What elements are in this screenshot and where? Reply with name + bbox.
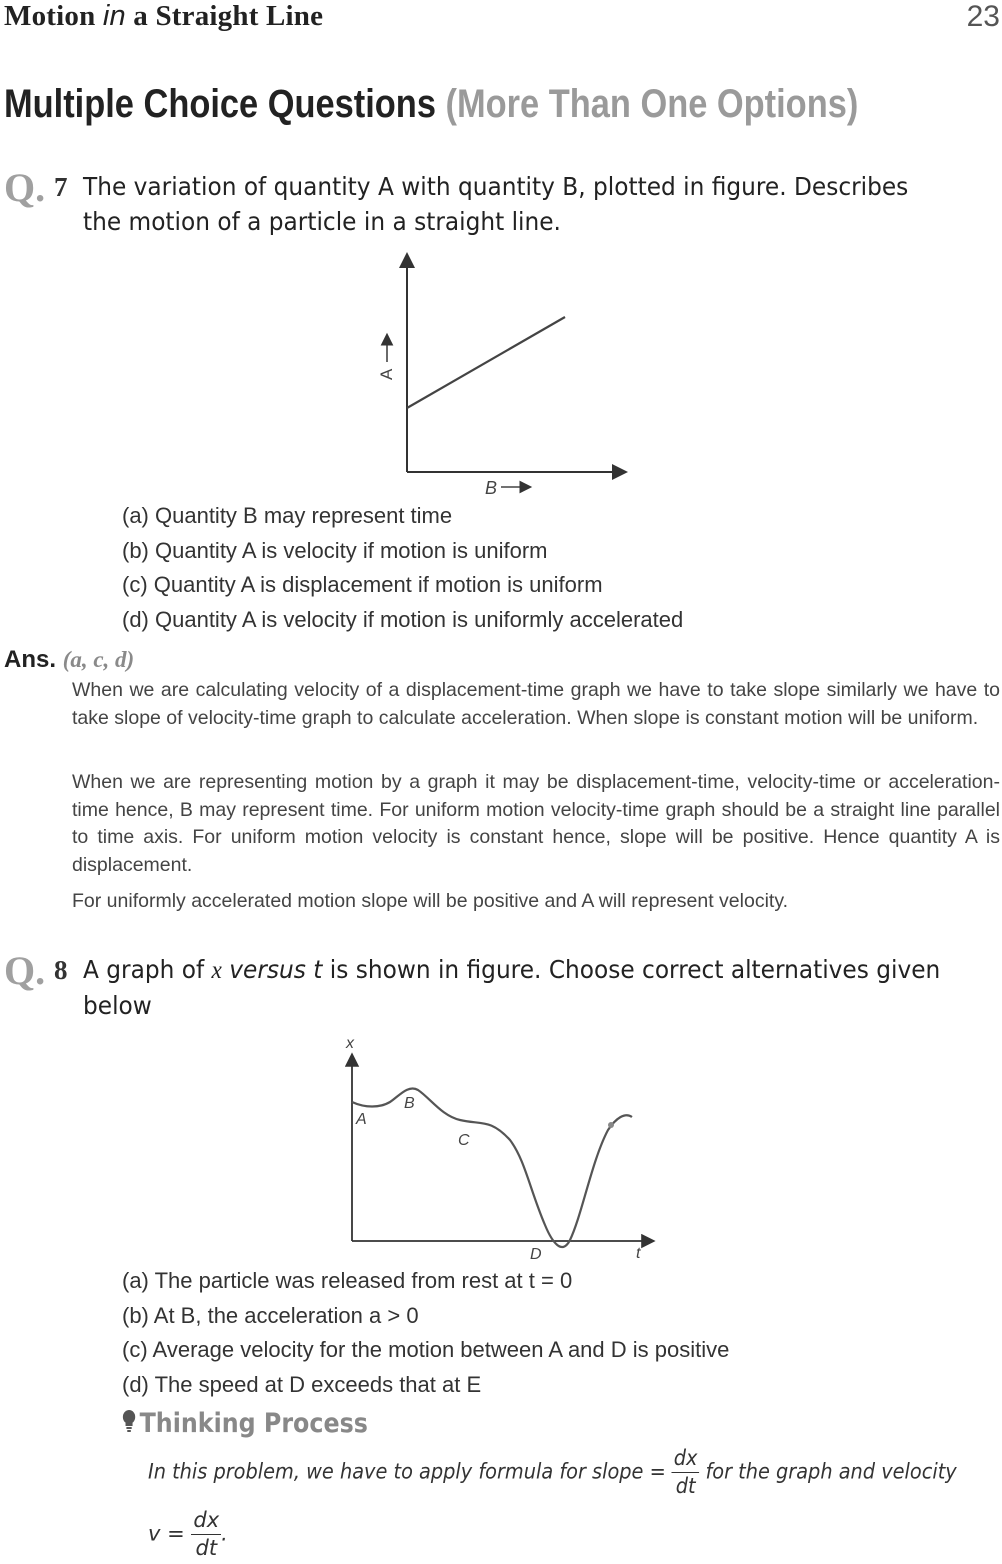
q7-option-c: (c) Quantity A is displacement if motion is uniform <box>122 572 603 597</box>
q7-mark: Q. <box>4 165 46 210</box>
q8-text-line2: below <box>83 991 152 1020</box>
answer-value: (a, c, d) <box>62 647 135 672</box>
q8-curve <box>352 1088 632 1247</box>
thinking-process-text-line1 <box>148 1448 957 1497</box>
section-title-sub: (More Than One Options) <box>445 82 859 126</box>
chapter-title-part2: a Straight Line <box>125 0 324 32</box>
q8-label-a: A <box>356 1111 367 1128</box>
thinking-process-heading <box>122 1408 368 1440</box>
q7-option-b: (b) Quantity A is velocity if motion is uniform <box>122 538 548 563</box>
q8-option-b: (b) At B, the acceleration a > 0 <box>122 1303 419 1328</box>
q8-number: 8 <box>54 955 68 985</box>
q7-option-d: (d) Quantity A is velocity if motion is uniformly accelerated <box>122 607 684 632</box>
q8-label-c: C <box>458 1132 470 1149</box>
page-number: 23 <box>966 0 1000 33</box>
q8-option-c: (c) Average velocity for the motion between A and D is positive <box>122 1337 730 1362</box>
q7-explanation-1: When we are calculating velocity of a displacement-time graph we have to take slope similarly we have to take slope of velocity-time graph to calculate acceleration. When slope is constant motion will be uniform. <box>72 679 1000 729</box>
q7-text-line1: The variation of quantity A with quantity B, plotted in figure. Describes <box>83 172 909 201</box>
q7-y-label: A <box>377 368 396 380</box>
velocity-symbol: v = <box>148 1521 185 1546</box>
q7-number: 7 <box>54 172 68 202</box>
q7-option-a: (a) Quantity B may represent time <box>122 503 453 528</box>
q8-y-axis-label: x <box>346 1035 354 1052</box>
chapter-title-italic: in <box>102 0 126 32</box>
q8-text-line1: A graph of x versus t is shown in figure. Choose correct alternatives given <box>83 955 941 984</box>
q7-graph <box>360 250 640 500</box>
q8-option-d: (d) The speed at D exceeds that at E <box>122 1372 482 1397</box>
q8-option-a: (a) The particle was released from rest at t = 0 <box>122 1268 573 1293</box>
thinking-process-title: Thinking Process <box>139 1408 368 1439</box>
q7-explanation-3: For uniformly accelerated motion slope will be positive and A will represent velocity. <box>72 890 789 912</box>
running-head <box>4 0 323 33</box>
section-title-main: Multiple Choice Questions <box>4 82 446 126</box>
q8-marker <box>4 947 45 994</box>
q8-point-e <box>608 1122 614 1128</box>
chapter-title-part1: Motion <box>4 0 103 32</box>
q8-mark: Q. <box>4 948 46 993</box>
q7-text <box>83 169 936 239</box>
q8-text <box>83 952 941 1023</box>
section-title <box>4 82 858 127</box>
q7-marker <box>4 164 45 211</box>
q8-label-d: D <box>530 1246 542 1263</box>
thinking-text-1: In this problem, we have to apply formula for slope = <box>148 1459 666 1484</box>
answer-label: Ans. <box>4 646 57 673</box>
thinking-text-2: for the graph and velocity <box>705 1459 957 1484</box>
q8-x-axis-label: t <box>636 1245 641 1262</box>
lightbulb-icon <box>122 1409 136 1440</box>
q7-text-line2: the motion of a particle in a straight line. <box>83 207 561 236</box>
q8-label-b: B <box>404 1095 415 1112</box>
velocity-fraction: $\frac{dx}{dt}$ <box>193 1508 220 1560</box>
q7-explanation-2: When we are representing motion by a graph it may be displacement-time, velocity-time or acceleration-time hence, B may represent time. For uniform motion velocity-time graph should be a straight line parallel to time axis. For uniform motion velocity is constant hence, slope will be positive. Hence quantity A is displacement. <box>72 771 1000 876</box>
q7-answer <box>4 646 134 674</box>
q7-x-label: B <box>485 478 498 498</box>
thinking-process-text-line2: v = $\frac{dx}{dt}$ . <box>148 1508 228 1560</box>
q7-line <box>407 317 565 408</box>
q8-graph <box>330 1030 670 1265</box>
slope-fraction: $\frac{dx}{dt}$ <box>673 1446 698 1498</box>
